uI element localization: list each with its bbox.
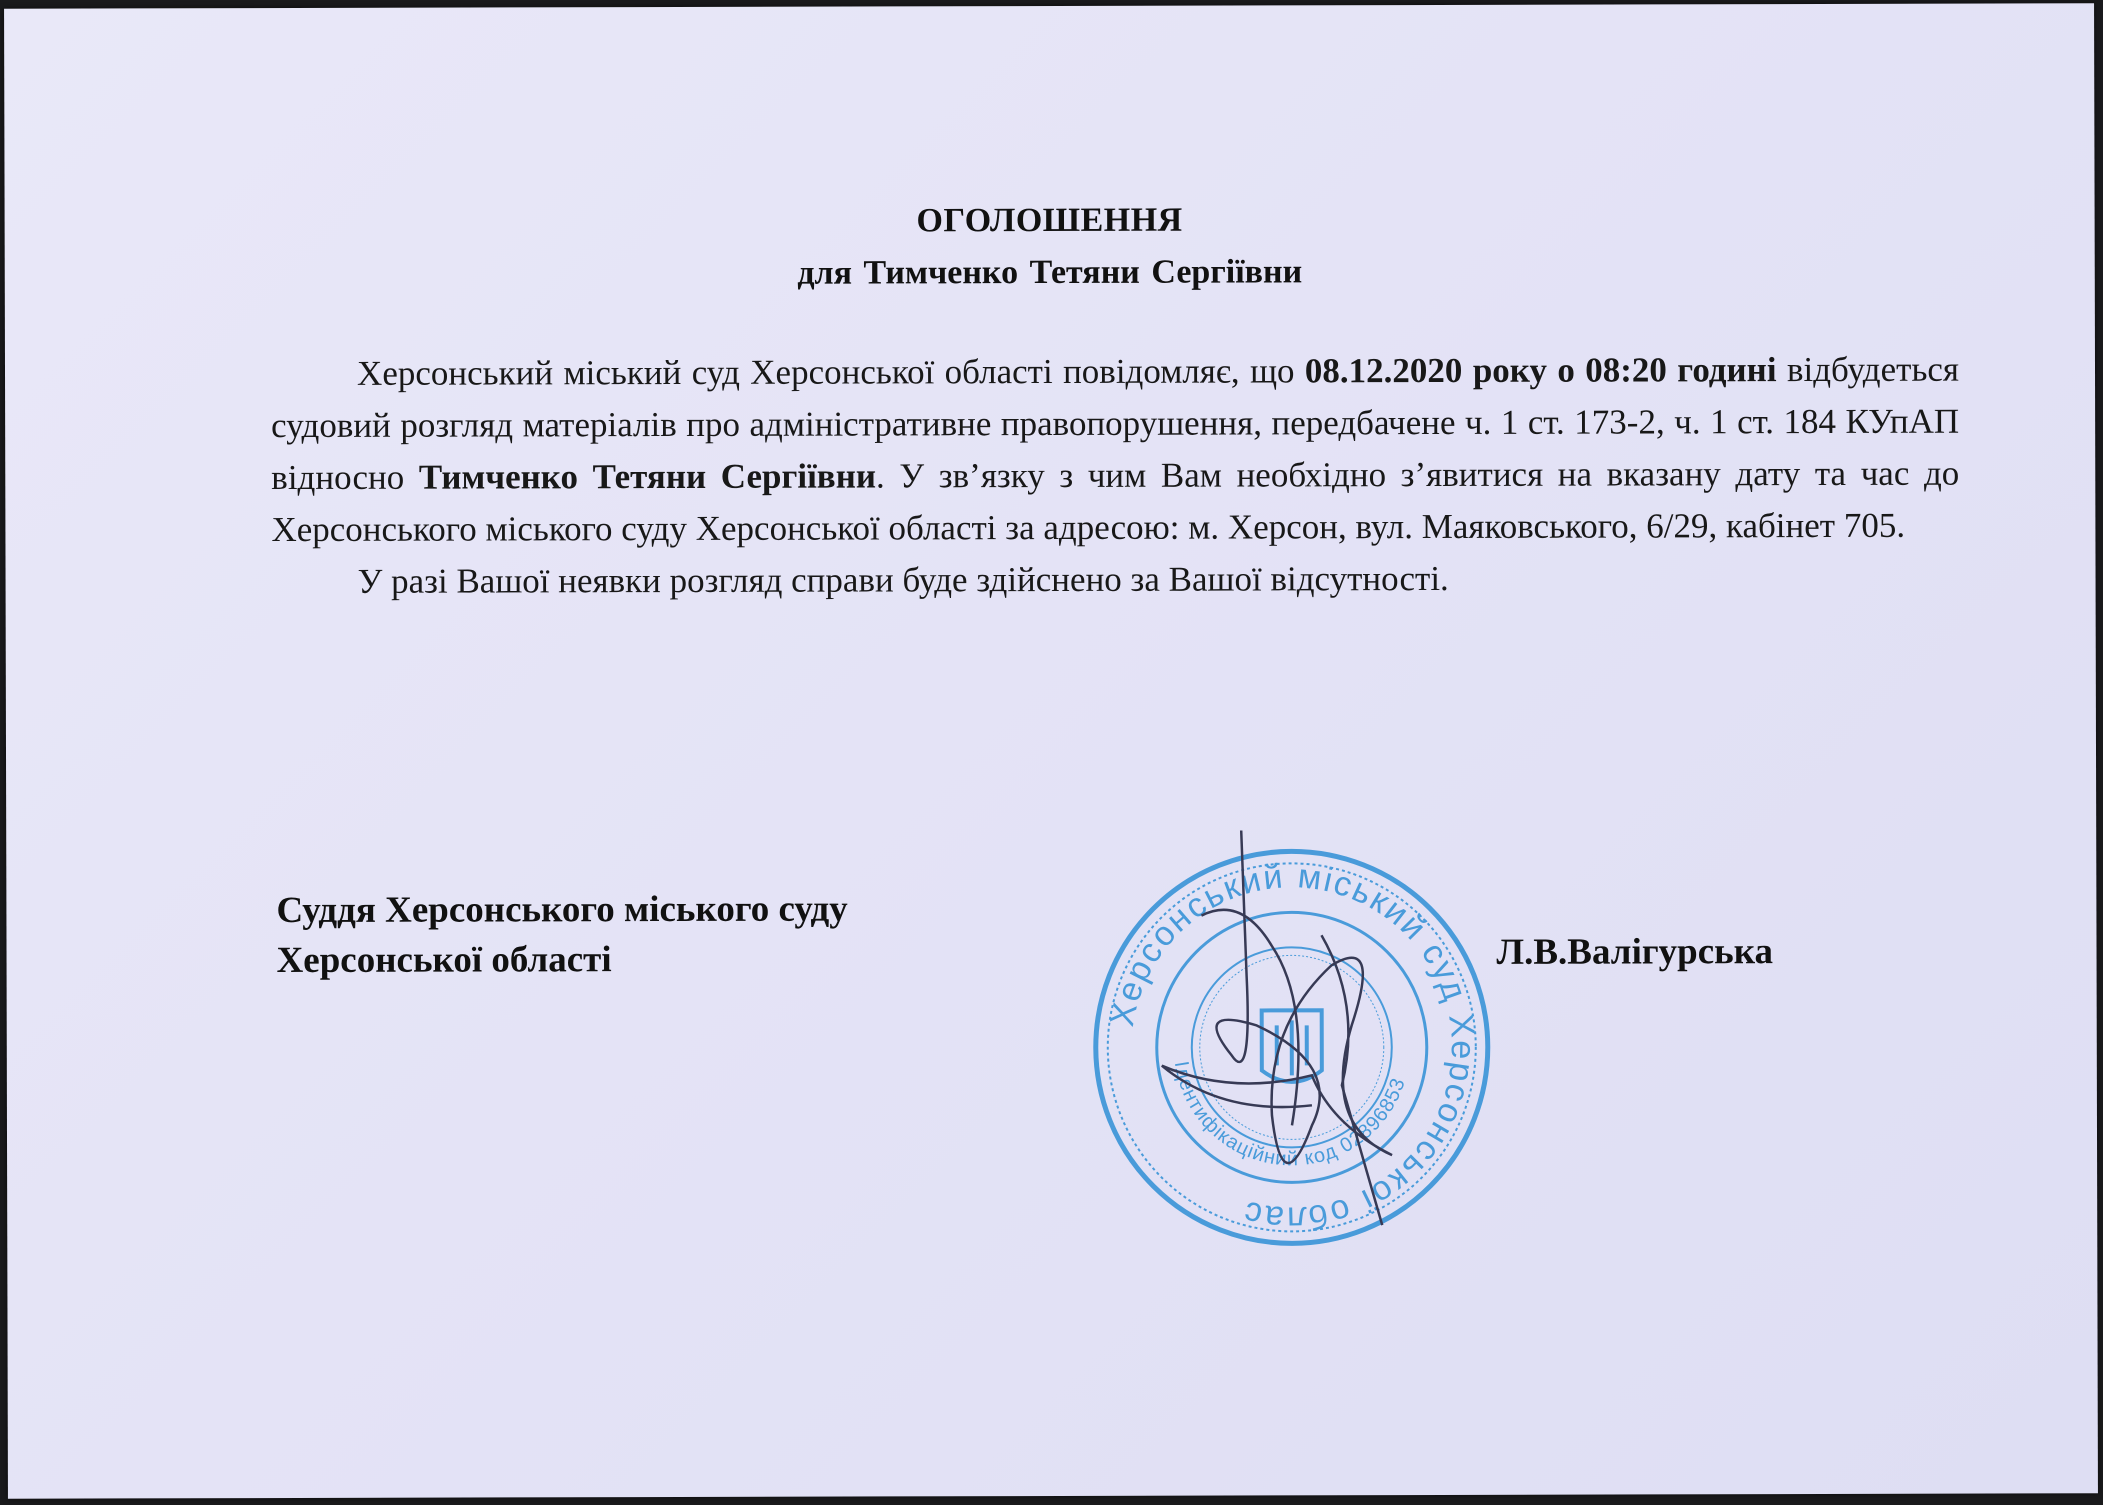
notice-body	[271, 344, 1960, 608]
stamp-outer-text: Херсонський міський суд Херсонської облас	[1103, 857, 1482, 1238]
judge-position-line-1: Суддя Херсонського міського суду	[276, 888, 848, 932]
stamp-inner-text: Ідентифікаційний код 02896853	[1169, 1059, 1410, 1171]
notice-addressee: для Тимченко Тетяни Сергіївни	[797, 253, 1303, 292]
judge-position-line-2: Херсонської області	[276, 939, 612, 982]
notice-title: ОГОЛОШЕННЯ	[916, 201, 1183, 240]
court-seal-stamp	[1081, 825, 1502, 1266]
notice-p1-intro: Херсонський міський суд Херсонської області повідомляє, що	[356, 351, 1305, 393]
notice-paragraph-2: У разі Вашої неявки розгляд справи буде здійснено за Вашої відсутності.	[357, 558, 1449, 601]
judge-position	[276, 885, 848, 986]
notice-paragraph-1	[271, 344, 1960, 556]
document-sheet	[4, 3, 2098, 1498]
notice-p1-end: . У зв’язку з чим Вам необхідно з’явитися на вказану дату та час до Херсонського міського суду Херсонської області за адресою: м. Херсон, вул. Маяковського, 6/29, кабінет 705.	[271, 453, 1960, 550]
hearing-datetime: 08.12.2020 року о 08:20 годині	[1304, 350, 1777, 391]
notice-p1-middle: відбудеться судовий розгляд матеріалів про адміністративне правопорушення, передбачене ч. 1 ст. 173-2, ч. 1 ст. 184 КУпАП відносно	[271, 349, 1960, 498]
judge-name: Л.В.Валігурська	[1496, 931, 1774, 973]
defendant-name: Тимченко Тетяни Сергіївни	[418, 456, 877, 497]
